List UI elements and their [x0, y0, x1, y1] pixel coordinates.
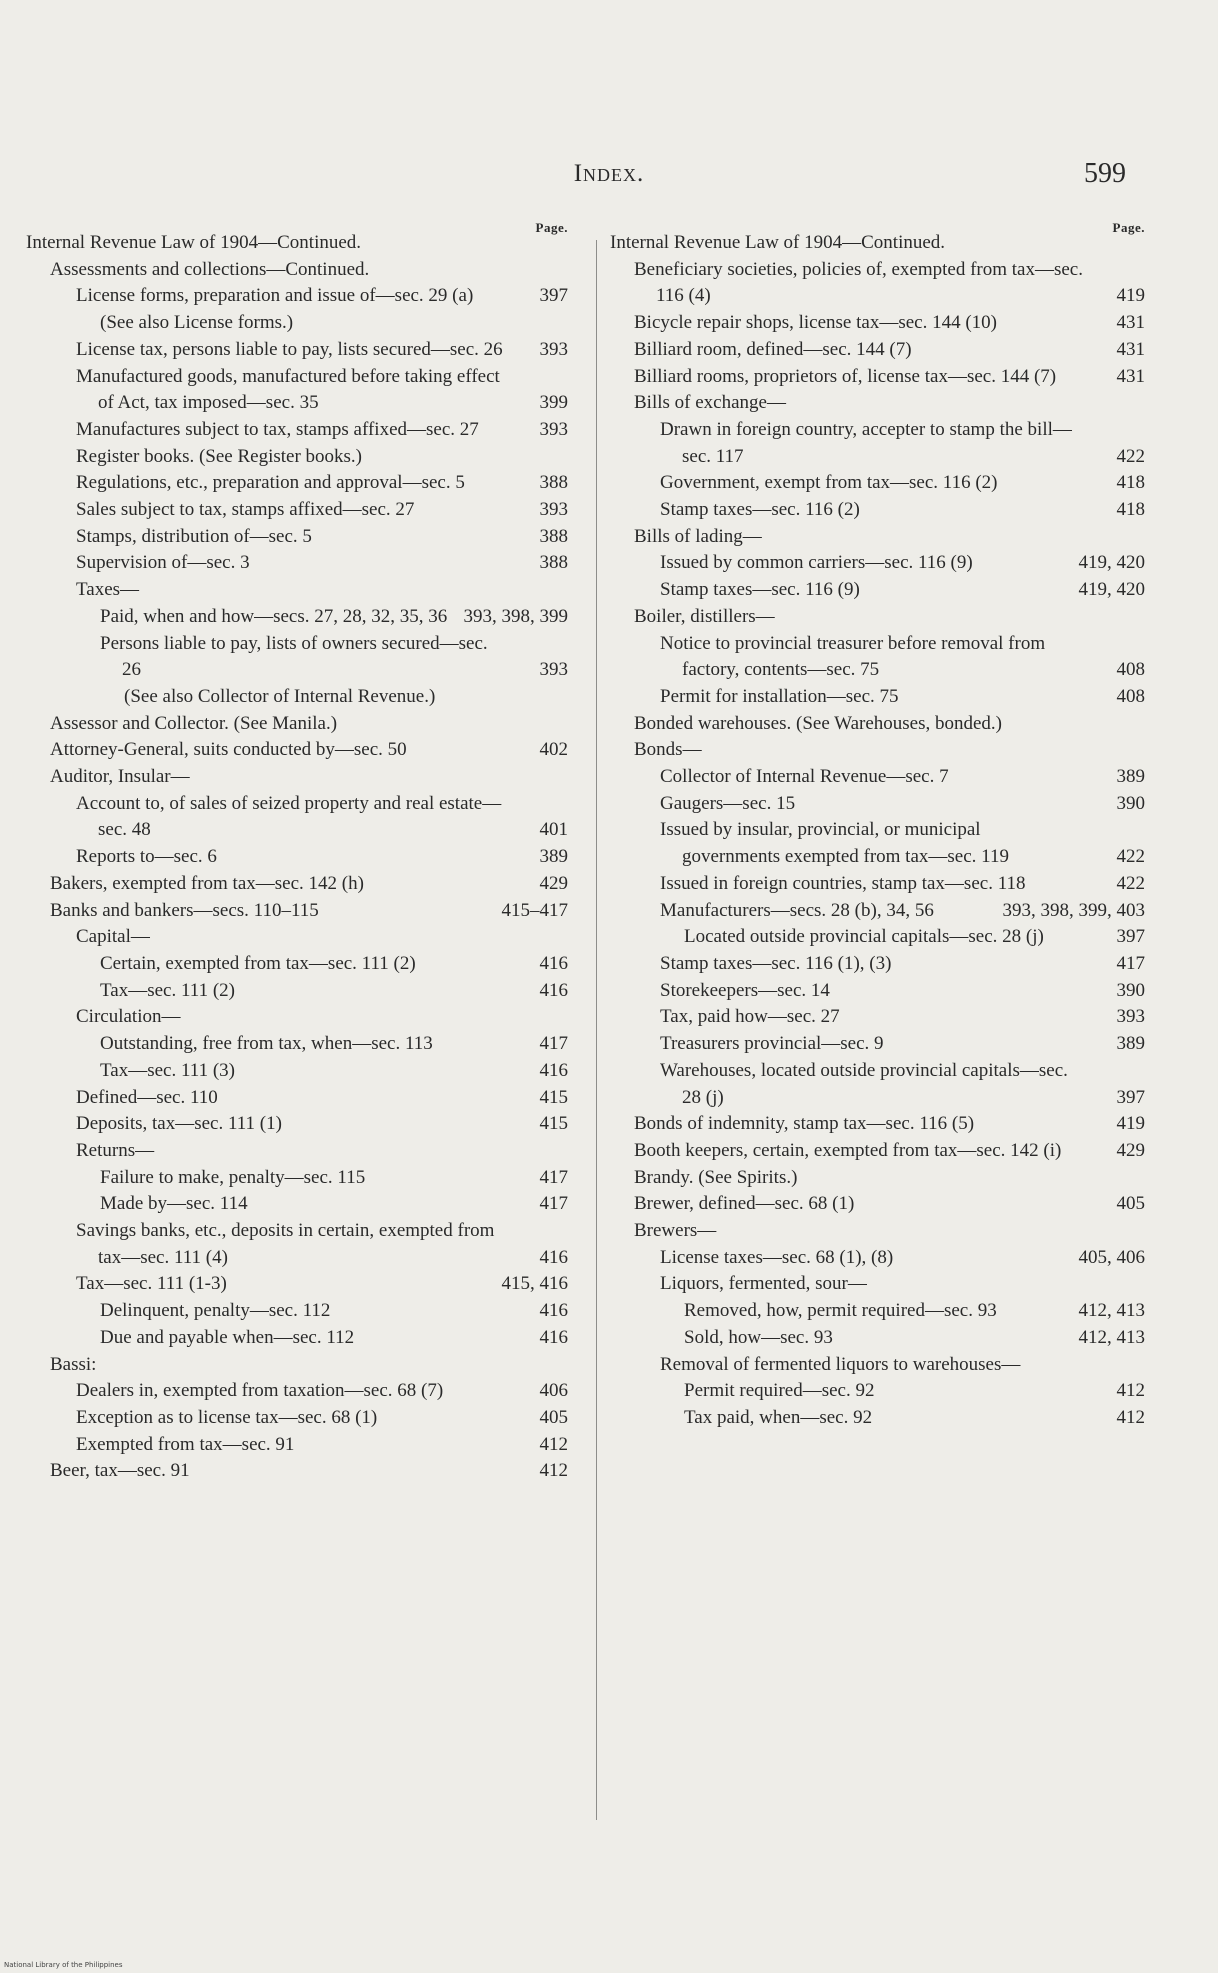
- entry-page-ref: 422: [1116, 846, 1145, 868]
- entry-text: Removal of fermented liquors to warehouses—: [660, 1353, 1021, 1375]
- index-entry: [684, 1405, 1145, 1432]
- entry-text: Delinquent, penalty—sec. 112: [100, 1300, 331, 1322]
- index-entry: [634, 737, 1145, 764]
- entry-text: Permit for installation—sec. 75: [660, 685, 899, 707]
- entry-text: Warehouses, located outside provincial capitals—sec. 28 (j): [660, 1059, 1068, 1108]
- entry-text: Notice to provincial treasurer before removal from factory, contents—sec. 75: [660, 632, 1046, 681]
- entry-text: Brewers—: [634, 1220, 717, 1242]
- entry-text: Tax, paid how—sec. 27: [660, 1006, 840, 1028]
- index-entry: [100, 1191, 568, 1218]
- entry-page-ref: 416: [539, 979, 568, 1001]
- entry-text: Exempted from tax—sec. 91: [76, 1433, 295, 1455]
- index-entry: [100, 310, 568, 337]
- entry-text: Failure to make, penalty—sec. 115: [100, 1166, 366, 1188]
- index-entry: [50, 1458, 568, 1485]
- index-entry: [76, 1218, 568, 1271]
- entry-page-ref: 408: [1116, 659, 1145, 681]
- entry-text: Located outside provincial capitals—sec. 28 (j): [684, 926, 1044, 948]
- index-entry: [634, 257, 1145, 310]
- entry-text: Removed, how, permit required—sec. 93: [684, 1300, 997, 1322]
- entry-text: Reports to—sec. 6: [76, 846, 217, 868]
- entry-text: Issued in foreign countries, stamp tax—sec. 118: [660, 872, 1026, 894]
- entry-text: Assessments and collections—Continued.: [50, 258, 370, 280]
- entry-text: Bicycle repair shops, license tax—sec. 144 (10): [634, 312, 997, 334]
- entry-page-ref: 390: [1116, 979, 1145, 1001]
- entry-text: Defined—sec. 110: [76, 1086, 218, 1108]
- entry-text: Manufactures subject to tax, stamps affixed—sec. 27: [76, 418, 479, 440]
- index-entry: [660, 871, 1145, 898]
- entry-text: (See also Collector of Internal Revenue.): [124, 685, 436, 707]
- entry-text: Sales subject to tax, stamps affixed—sec. 27: [76, 499, 415, 521]
- entry-text: Deposits, tax—sec. 111 (1): [76, 1113, 282, 1135]
- index-entry: [76, 791, 568, 844]
- entry-text: Attorney-General, suits conducted by—sec. 50: [50, 739, 407, 761]
- entry-page-ref: 393: [539, 418, 568, 440]
- entry-page-ref: 417: [539, 1166, 568, 1188]
- index-entry: [634, 337, 1145, 364]
- entry-text: Stamp taxes—sec. 116 (9): [660, 579, 860, 601]
- entry-text: Boiler, distillers—: [634, 605, 775, 627]
- entry-text: Sold, how—sec. 93: [684, 1326, 833, 1348]
- entry-text: Beneficiary societies, policies of, exempted from tax—sec. 116 (4): [634, 258, 1083, 307]
- index-entry: [634, 310, 1145, 337]
- entry-page-ref: 412: [539, 1460, 568, 1482]
- entry-page-ref: 418: [1116, 472, 1145, 494]
- index-entry: [50, 257, 568, 284]
- entry-page-ref: 417: [539, 1033, 568, 1055]
- entry-text: Billiard rooms, proprietors of, license tax—sec. 144 (7): [634, 365, 1057, 387]
- entry-text: Persons liable to pay, lists of owners secured—sec. 26: [100, 632, 488, 681]
- index-entry: [660, 978, 1145, 1005]
- entry-text: Stamps, distribution of—sec. 5: [76, 525, 312, 547]
- index-entry: [124, 684, 568, 711]
- index-entry: [660, 1271, 1145, 1298]
- entry-text: Bonds—: [634, 739, 702, 761]
- entry-page-ref: 405, 406: [1078, 1246, 1145, 1268]
- index-entry: [100, 978, 568, 1005]
- index-entry: [76, 1085, 568, 1112]
- index-entry: [634, 711, 1145, 738]
- index-entry: [660, 470, 1145, 497]
- entry-text: Banks and bankers—secs. 110–115: [50, 899, 319, 921]
- index-entry: [100, 631, 568, 684]
- index-entry: [76, 1271, 568, 1298]
- index-entry: [76, 1004, 568, 1031]
- index-entry: [660, 817, 1145, 870]
- index-entry: [50, 871, 568, 898]
- entry-page-ref: 416: [539, 1300, 568, 1322]
- entry-page-ref: 393: [539, 499, 568, 521]
- entry-page-ref: 429: [1116, 1139, 1145, 1161]
- index-entry: [76, 1111, 568, 1138]
- index-entry: [660, 1058, 1145, 1111]
- index-entry: [660, 550, 1145, 577]
- entry-page-ref: 416: [539, 952, 568, 974]
- entry-page-ref: 419, 420: [1078, 552, 1145, 574]
- entry-text: Bassi:: [50, 1353, 97, 1375]
- entry-text: License tax, persons liable to pay, lists secured—sec. 26: [76, 338, 503, 360]
- entry-page-ref: 397: [1116, 926, 1145, 948]
- index-entry: [660, 764, 1145, 791]
- index-entry: [660, 1352, 1145, 1379]
- entry-page-ref: 412: [1116, 1380, 1145, 1402]
- entry-page-ref: 388: [539, 472, 568, 494]
- entry-text: Liquors, fermented, sour—: [660, 1273, 867, 1295]
- index-entry: [660, 1031, 1145, 1058]
- index-entry: [76, 550, 568, 577]
- entry-text: Government, exempt from tax—sec. 116 (2): [660, 472, 998, 494]
- index-entry: [76, 577, 568, 604]
- entry-page-ref: 393, 398, 399, 403: [1002, 899, 1145, 921]
- entry-text: Regulations, etc., preparation and approval—sec. 5: [76, 472, 465, 494]
- index-entry: [50, 711, 568, 738]
- index-entry: [660, 631, 1145, 684]
- left-column: [26, 220, 568, 1485]
- entry-page-ref: 402: [539, 739, 568, 761]
- entry-text: Tax paid, when—sec. 92: [684, 1406, 873, 1428]
- entry-page-ref: 389: [1116, 766, 1145, 788]
- entry-page-ref: 415, 416: [501, 1273, 568, 1295]
- entry-page-ref: 416: [539, 1246, 568, 1268]
- entry-text: Permit required—sec. 92: [684, 1380, 875, 1402]
- index-entry: [634, 1111, 1145, 1138]
- entry-text: Tax—sec. 111 (3): [100, 1059, 235, 1081]
- entry-text: Exception as to license tax—sec. 68 (1): [76, 1406, 378, 1428]
- index-entry: [684, 924, 1145, 951]
- index-entry: [76, 1138, 568, 1165]
- index-entry: [634, 604, 1145, 631]
- entry-text: Made by—sec. 114: [100, 1193, 248, 1215]
- entry-text: Tax—sec. 111 (1-3): [76, 1273, 227, 1295]
- index-entry: [634, 1191, 1145, 1218]
- entry-page-ref: 390: [1116, 792, 1145, 814]
- index-entry: [660, 898, 1145, 925]
- entry-text: Account to, of sales of seized property and real estate—sec. 48: [76, 792, 502, 841]
- entry-text: Auditor, Insular—: [50, 766, 190, 788]
- entry-page-ref: 405: [1116, 1193, 1145, 1215]
- entry-page-ref: 431: [1116, 312, 1145, 334]
- index-entry: [660, 417, 1145, 470]
- column-divider: [596, 240, 597, 1820]
- entry-text: Bonded warehouses. (See Warehouses, bonded.): [634, 712, 1002, 734]
- entry-text: Treasurers provincial—sec. 9: [660, 1033, 884, 1055]
- entry-text: Stamp taxes—sec. 116 (2): [660, 499, 860, 521]
- index-entry: [100, 1031, 568, 1058]
- entry-text: Gaugers—sec. 15: [660, 792, 796, 814]
- entry-page-ref: 389: [1116, 1033, 1145, 1055]
- entry-page-ref: 419: [1116, 285, 1145, 307]
- entry-page-ref: 419, 420: [1078, 579, 1145, 601]
- entry-page-ref: 388: [539, 552, 568, 574]
- index-entry: [100, 1325, 568, 1352]
- index-entry: [684, 1378, 1145, 1405]
- entry-page-ref: 401: [539, 819, 568, 841]
- entry-page-ref: 406: [539, 1380, 568, 1402]
- entry-page-ref: 393: [1116, 1006, 1145, 1028]
- entry-page-ref: 415: [539, 1113, 568, 1135]
- entry-text: Outstanding, free from tax, when—sec. 113: [100, 1033, 433, 1055]
- entry-text: Internal Revenue Law of 1904—Continued.: [26, 232, 362, 253]
- entry-text: Billiard room, defined—sec. 144 (7): [634, 338, 912, 360]
- entry-page-ref: 408: [1116, 685, 1145, 707]
- index-entry: [610, 230, 1145, 257]
- entry-text: Dealers in, exempted from taxation—sec. 68 (7): [76, 1380, 444, 1402]
- index-entry: [50, 898, 568, 925]
- index-entry: [50, 1352, 568, 1379]
- entry-text: License taxes—sec. 68 (1), (8): [660, 1246, 894, 1268]
- entry-page-ref: 397: [1116, 1086, 1145, 1108]
- index-entry: [76, 1432, 568, 1459]
- entry-page-ref: 416: [539, 1326, 568, 1348]
- entry-page-ref: 389: [539, 846, 568, 868]
- index-entry: [634, 390, 1145, 417]
- index-entry: [76, 417, 568, 444]
- entry-text: Brewer, defined—sec. 68 (1): [634, 1193, 855, 1215]
- entry-text: Supervision of—sec. 3: [76, 552, 250, 574]
- entry-text: Bills of lading—: [634, 525, 762, 547]
- index-entry: [684, 1325, 1145, 1352]
- entry-text: Tax—sec. 111 (2): [100, 979, 235, 1001]
- index-entry: [100, 1165, 568, 1192]
- entry-page-ref: 418: [1116, 499, 1145, 521]
- entry-page-ref: 393: [539, 659, 568, 681]
- index-entry: [660, 497, 1145, 524]
- entry-text: Paid, when and how—secs. 27, 28, 32, 35, 36: [100, 605, 448, 627]
- entry-text: Issued by common carriers—sec. 116 (9): [660, 552, 973, 574]
- entry-page-ref: 422: [1116, 872, 1145, 894]
- entry-page-ref: 417: [539, 1193, 568, 1215]
- entry-text: Certain, exempted from tax—sec. 111 (2): [100, 952, 416, 974]
- entry-page-ref: 388: [539, 525, 568, 547]
- entry-text: Collector of Internal Revenue—sec. 7: [660, 766, 949, 788]
- entry-text: Booth keepers, certain, exempted from tax—sec. 142 (i): [634, 1139, 1062, 1161]
- entry-page-ref: 429: [539, 872, 568, 894]
- index-entry: [660, 577, 1145, 604]
- index-entry: [634, 1218, 1145, 1245]
- index-entry: [634, 1165, 1145, 1192]
- entry-page-ref: 412, 413: [1078, 1326, 1145, 1348]
- index-entry: [660, 1004, 1145, 1031]
- index-entry: [634, 364, 1145, 391]
- entry-page-ref: 419: [1116, 1113, 1145, 1135]
- entry-text: Bakers, exempted from tax—sec. 142 (h): [50, 872, 364, 894]
- entry-text: Beer, tax—sec. 91: [50, 1460, 190, 1482]
- index-entry: [634, 1138, 1145, 1165]
- entry-page-ref: 405: [539, 1406, 568, 1428]
- entry-text: Drawn in foreign country, accepter to stamp the bill—sec. 117: [660, 418, 1072, 467]
- entry-text: (See also License forms.): [100, 312, 294, 334]
- entry-text: Circulation—: [76, 1006, 181, 1028]
- entry-page-ref: 417: [1116, 952, 1145, 974]
- index-entry: [660, 1245, 1145, 1272]
- entry-page-ref: 431: [1116, 365, 1145, 387]
- index-entry: [76, 283, 568, 310]
- entry-text: Manufactured goods, manufactured before taking effect of Act, tax imposed—sec. 35: [76, 365, 500, 414]
- entry-text: Assessor and Collector. (See Manila.): [50, 712, 338, 734]
- index-entry: [50, 764, 568, 791]
- footer-note: National Library of the Philippines: [4, 1961, 123, 1969]
- left-entries: [26, 230, 568, 1485]
- entry-page-ref: 415–417: [501, 899, 568, 921]
- entry-page-ref: 412, 413: [1078, 1300, 1145, 1322]
- index-entry: [76, 844, 568, 871]
- index-entry: [76, 497, 568, 524]
- right-page-label: Page.: [1112, 220, 1145, 235]
- entry-page-ref: 397: [539, 285, 568, 307]
- left-page-label: Page.: [535, 220, 568, 235]
- index-entry: [100, 1298, 568, 1325]
- right-column: [610, 220, 1145, 1432]
- index-entry: [660, 684, 1145, 711]
- index-entry: [76, 524, 568, 551]
- entry-text: Bills of exchange—: [634, 392, 786, 414]
- entry-page-ref: 393, 398, 399: [463, 605, 568, 627]
- entry-page-ref: 416: [539, 1059, 568, 1081]
- entry-page-ref: 431: [1116, 338, 1145, 360]
- index-entry: [684, 1298, 1145, 1325]
- entry-page-ref: 412: [1116, 1406, 1145, 1428]
- entry-page-ref: 415: [539, 1086, 568, 1108]
- entry-text: Manufacturers—secs. 28 (b), 34, 56: [660, 899, 934, 921]
- index-entry: [50, 737, 568, 764]
- entry-text: Register books. (See Register books.): [76, 445, 363, 467]
- entry-text: Due and payable when—sec. 112: [100, 1326, 355, 1348]
- page-title: Index.: [573, 160, 645, 187]
- entry-page-ref: 422: [1116, 445, 1145, 467]
- index-entry: [76, 470, 568, 497]
- entry-page-ref: 412: [539, 1433, 568, 1455]
- index-entry: [76, 444, 568, 471]
- entry-text: Returns—: [76, 1139, 155, 1161]
- entry-text: Bonds of indemnity, stamp tax—sec. 116 (5): [634, 1113, 975, 1135]
- entry-text: Storekeepers—sec. 14: [660, 979, 830, 1001]
- entry-page-ref: 399: [539, 392, 568, 414]
- page-number: 599: [1084, 158, 1126, 189]
- index-entry: [100, 1058, 568, 1085]
- entry-text: Stamp taxes—sec. 116 (1), (3): [660, 952, 892, 974]
- right-entries: [610, 230, 1145, 1432]
- index-entry: [76, 364, 568, 417]
- index-entry: [26, 230, 568, 257]
- index-entry: [634, 524, 1145, 551]
- index-entry: [660, 791, 1145, 818]
- entry-text: Capital—: [76, 926, 150, 948]
- index-entry: [76, 1378, 568, 1405]
- index-entry: [76, 337, 568, 364]
- index-entry: [76, 924, 568, 951]
- entry-text: License forms, preparation and issue of—sec. 29 (a): [76, 285, 474, 307]
- index-entry: [660, 951, 1145, 978]
- index-entry: [76, 1405, 568, 1432]
- entry-text: Savings banks, etc., deposits in certain, exempted from tax—sec. 111 (4): [76, 1220, 495, 1268]
- index-entry: [100, 951, 568, 978]
- entry-page-ref: 393: [539, 338, 568, 360]
- entry-text: Taxes—: [76, 579, 140, 601]
- index-entry: [100, 604, 568, 631]
- entry-text: Issued by insular, provincial, or municipal governments exempted from tax—sec. 119: [660, 819, 1009, 868]
- entry-text: Internal Revenue Law of 1904—Continued.: [610, 232, 946, 253]
- entry-text: Brandy. (See Spirits.): [634, 1166, 798, 1188]
